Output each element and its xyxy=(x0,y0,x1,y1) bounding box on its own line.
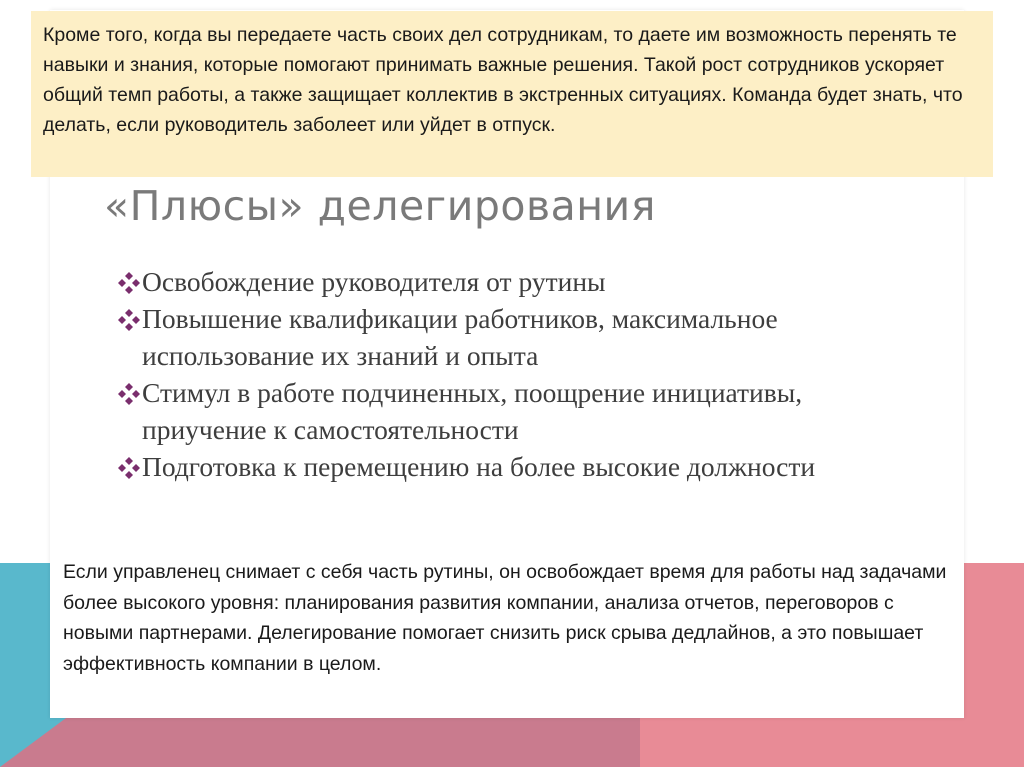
bottom-note xyxy=(51,552,963,718)
bullet-text: Повышение квалификации работников, максимальное использование их знаний и опыта xyxy=(142,303,778,371)
diamond-cluster-icon xyxy=(117,456,141,480)
diamond-cluster-icon xyxy=(117,271,141,295)
bullet-text: Стимул в работе подчиненных, поощрение инициативы, приучение к самостоятельности xyxy=(142,377,803,445)
list-item xyxy=(117,300,897,374)
bullet-text: Подготовка к перемещению на более высокие должности xyxy=(142,451,816,482)
list-item xyxy=(117,374,897,448)
bottom-note-text: Если управленец снимает с себя часть рутины, он освобождает время для работы над задачами более высокого уровня: планирования развития компании, анализа отчетов, переговоров с новыми партнерами. Делегирование помогает снизить риск срыва дедлайнов, а это повышает эффективность компании в целом. xyxy=(63,561,947,675)
list-item xyxy=(117,448,897,485)
diamond-cluster-icon xyxy=(117,308,141,332)
bullet-text: Освобождение руководителя от рутины xyxy=(142,266,606,297)
list-item xyxy=(117,263,897,300)
background-mauve-block xyxy=(0,710,640,767)
bullet-list xyxy=(117,263,897,485)
top-note xyxy=(31,11,993,177)
diamond-cluster-icon xyxy=(117,382,141,406)
slide-title: «Плюсы» делегирования xyxy=(104,182,656,230)
top-note-text: Кроме того, когда вы передаете часть своих дел сотрудникам, то даете им возможность перенять те навыки и знания, которые помогают принимать важные решения. Такой рост сотрудников ускоряет общий темп работы, а также защищает коллектив в экстренных ситуациях. Команда будет знать, что делать, если руководитель заболеет или уйдет в отпуск. xyxy=(43,24,963,136)
